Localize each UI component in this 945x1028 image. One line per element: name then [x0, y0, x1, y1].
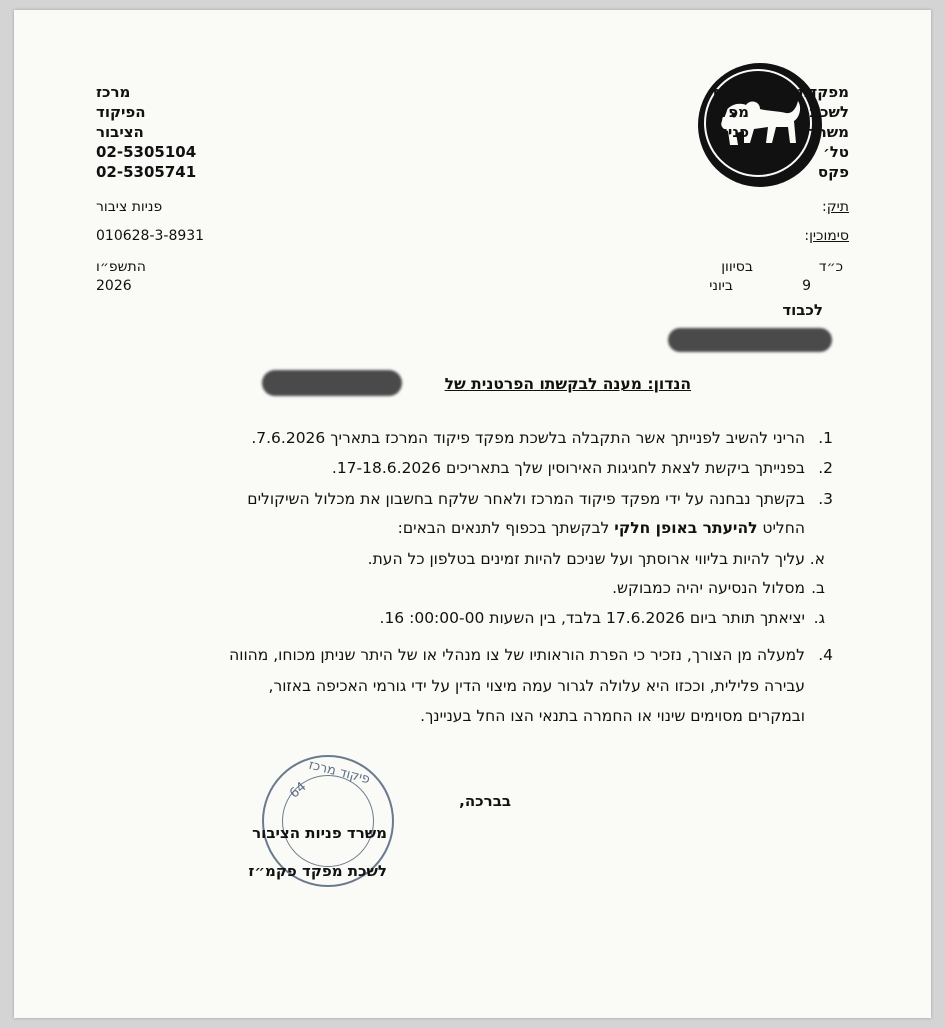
p3-sub-a-letter: א. [809, 550, 825, 568]
header-col3-0: מפקדת [798, 83, 849, 101]
p3-sub-b-text: מסלול הנסיעה יהיה כמבוקש. [612, 579, 805, 597]
header-col2-0: פיקוד [709, 83, 749, 101]
signature-line1: משרד פניות הציבור [252, 824, 387, 842]
p4-number: 4. [818, 646, 833, 664]
p4-line1: למעלה מן הצורך, נזכיר כי הפרת הוראותיו של צו מנהלי או של היתר שניתן מכוחו, מהווה [229, 646, 805, 664]
p3-line2-bold: להיעתר באופן חלקי [614, 519, 758, 537]
file-label: תיק [826, 199, 849, 215]
closing-greeting: בברכה, [459, 792, 511, 810]
p3-line2-pre: החליט [757, 519, 805, 537]
header-col3-4: פקס [817, 163, 849, 181]
redacted-subject-name [262, 370, 402, 396]
stamp-number: 64 [287, 779, 310, 802]
header-col2-2: פניות [712, 123, 749, 141]
redacted-recipient-name [668, 328, 832, 352]
p3-number: 3. [818, 490, 833, 508]
heb-date-year: התשפ״ו [96, 259, 146, 275]
header-col3-1: לשכת [809, 103, 849, 121]
header-col3-2: משרד [808, 123, 849, 141]
p3-sub-c-text: יציאתך תותר ביום 17.6.2026 בלבד, בין השעות 00:00-00: 16. [379, 609, 805, 627]
fax-number: 02-5305741 [96, 163, 197, 181]
subject-text: : מענה לבקשתו הפרטנית של [444, 375, 654, 393]
p3-line1: בקשתך נבחנה על ידי מפקד פיקוד המרכז ולאחר שלקח בחשבון את מכלול השיקולים [247, 490, 805, 508]
subject-label: הנדון [653, 375, 691, 393]
file-value: פניות ציבור [96, 199, 163, 215]
signature-line2: לשכת מפקד פקמ״ז [248, 862, 387, 880]
greg-date-day: 9 [802, 278, 811, 294]
p2-number: 2. [818, 459, 833, 477]
p4-line3: ובמקרים מסוימים שינוי או החמרה בתנאי הצו החל בעניינך. [420, 707, 805, 725]
p4-line2: עבירה פלילית, וככזו היא עלולה לגרור עמה מיצוי הדין על ידי גורמי האכיפה באזור, [268, 677, 805, 695]
p1-number: 1. [818, 429, 833, 447]
heb-date-month: בסיוון [721, 259, 753, 275]
p3-sub-b-letter: ב. [811, 579, 825, 597]
p3-sub-a-text: עליך להיות בליווי ארוסתך ועל שניכם להיות זמינים בטלפון כל העת. [367, 550, 805, 568]
recipient-label: לכבוד [782, 301, 823, 319]
header-col1-0: מרכז [96, 83, 131, 101]
phone-number: 02-5305104 [96, 143, 197, 161]
greg-date-month: ביוני [709, 278, 733, 294]
header-col1-2: הציבור [96, 123, 144, 141]
p3-sub-c-letter: ג. [813, 609, 825, 627]
p1-text: הריני להשיב לפנייתך אשר התקבלה בלשכת מפקד פיקוד המרכז בתאריך 7.6.2026. [251, 429, 805, 447]
header-col2-1: מפקד [708, 103, 749, 121]
p2-text: בפנייתך ביקשת לצאת לחגיגות האירוסין שלך בתאריכים 17-18.6.2026. [331, 459, 805, 477]
p3-line2-post: לבקשתך בכפוף לתנאים הבאים: [397, 519, 615, 537]
ref-value: 010628-3-8931 [96, 228, 205, 244]
greg-date-year: 2026 [96, 278, 132, 294]
header-col3-3: טל׳ [823, 143, 849, 161]
stamp-text: פיקוד מרכז [307, 757, 372, 788]
heb-date-day: כ״ד [818, 259, 843, 275]
header-col1-1: הפיקוד [96, 103, 146, 121]
ref-label: סימוכין [809, 228, 849, 244]
